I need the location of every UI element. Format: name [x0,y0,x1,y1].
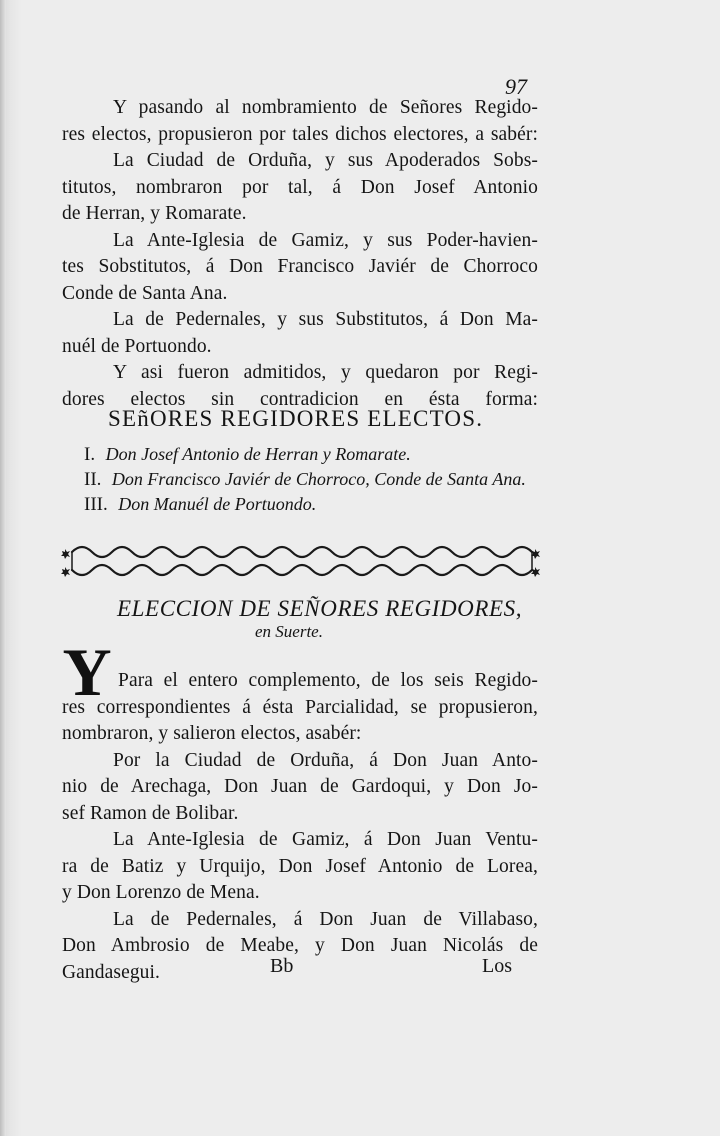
list-item-number: I. [84,444,96,465]
text-line: La de Pedernales, á Don Juan de Villabaso, [113,908,538,930]
text-line: dores electos sin contradicion en ésta forma: [62,388,538,410]
paragraph-eleccion [62,668,538,986]
section-heading-eleccion: ELECCION DE SEÑORES REGIDORES, [117,596,523,621]
text-line: Por la Ciudad de Orduña, á Don Juan Anto- [113,749,538,771]
drop-cap: Y [62,634,112,710]
printer-signature-mark: Bb [270,955,294,977]
catchword: Los [482,955,512,977]
text-line: La Ciudad de Orduña, y sus Apoderados Sobs- [113,150,538,171]
text-line: Don Ambrosio de Meabe, y Don Juan Nicolás de [62,935,538,956]
text-line: La Ante-Iglesia de Gamiz, y sus Poder-havien- [113,229,538,251]
text-line: La Ante-Iglesia de Gamiz, á Don Juan Ventu- [113,829,538,850]
text-line: Conde de Santa Ana. [62,282,228,304]
text-line: nio de Arechaga, Don Juan de Gardoqui, y Don Jo- [62,776,538,797]
list-item-name: Don Manuél de Portuondo. [118,494,317,514]
text-line: Gandasegui. [62,961,161,983]
section-subheading: en Suerte. [255,622,323,641]
text-line: Para el entero complemento, de los seis Regido- [118,670,538,691]
text-line: tes Sobstitutos, á Don Francisco Javiér de Chorroco [62,256,538,277]
text-line: res electos, propusieron por tales dichos electores, a sabér: [62,123,538,145]
text-line: ra de Batiz y Urquijo, Don Josef Antonio de Lorea, [62,855,538,877]
text-line: sef Ramon de Bolibar. [62,802,239,824]
page-number: 97 [505,74,527,99]
text-line: de Herran, y Romarate. [62,203,247,224]
text-line: res correspondientes á ésta Parcialidad, se propusieron, [62,696,538,718]
list-item-name: Don Francisco Javiér de Chorroco, Conde de Santa Ana. [111,469,526,489]
text-line: nombraron, y salieron electos, asabér: [62,723,362,744]
text-line: Y pasando al nombramiento de Señores Regido- [113,97,538,118]
text-line: titutos, nombraron por tal, á Don Josef Antonio [62,176,538,198]
list-item-name: Don Josef Antonio de Herran y Romarate. [105,444,411,464]
list-item-number: III. [84,494,108,515]
paragraph-electores [62,95,538,413]
regidores-list [84,442,526,517]
text-line: La de Pedernales, y sus Substitutos, á Don Ma- [113,309,538,330]
list-item [84,442,526,467]
list-item [84,492,526,517]
decorative-border-ornament [60,540,540,582]
list-item [84,467,526,492]
page-gutter-shadow [0,0,6,1136]
section-heading-regidores: SEñORES REGIDORES ELECTOS. [108,406,484,431]
text-line: nuél de Portuondo. [62,335,212,357]
list-item-number: II. [84,469,102,490]
text-line: y Don Lorenzo de Mena. [62,882,260,903]
text-line: Y asi fueron admitidos, y quedaron por Regi- [113,362,538,383]
